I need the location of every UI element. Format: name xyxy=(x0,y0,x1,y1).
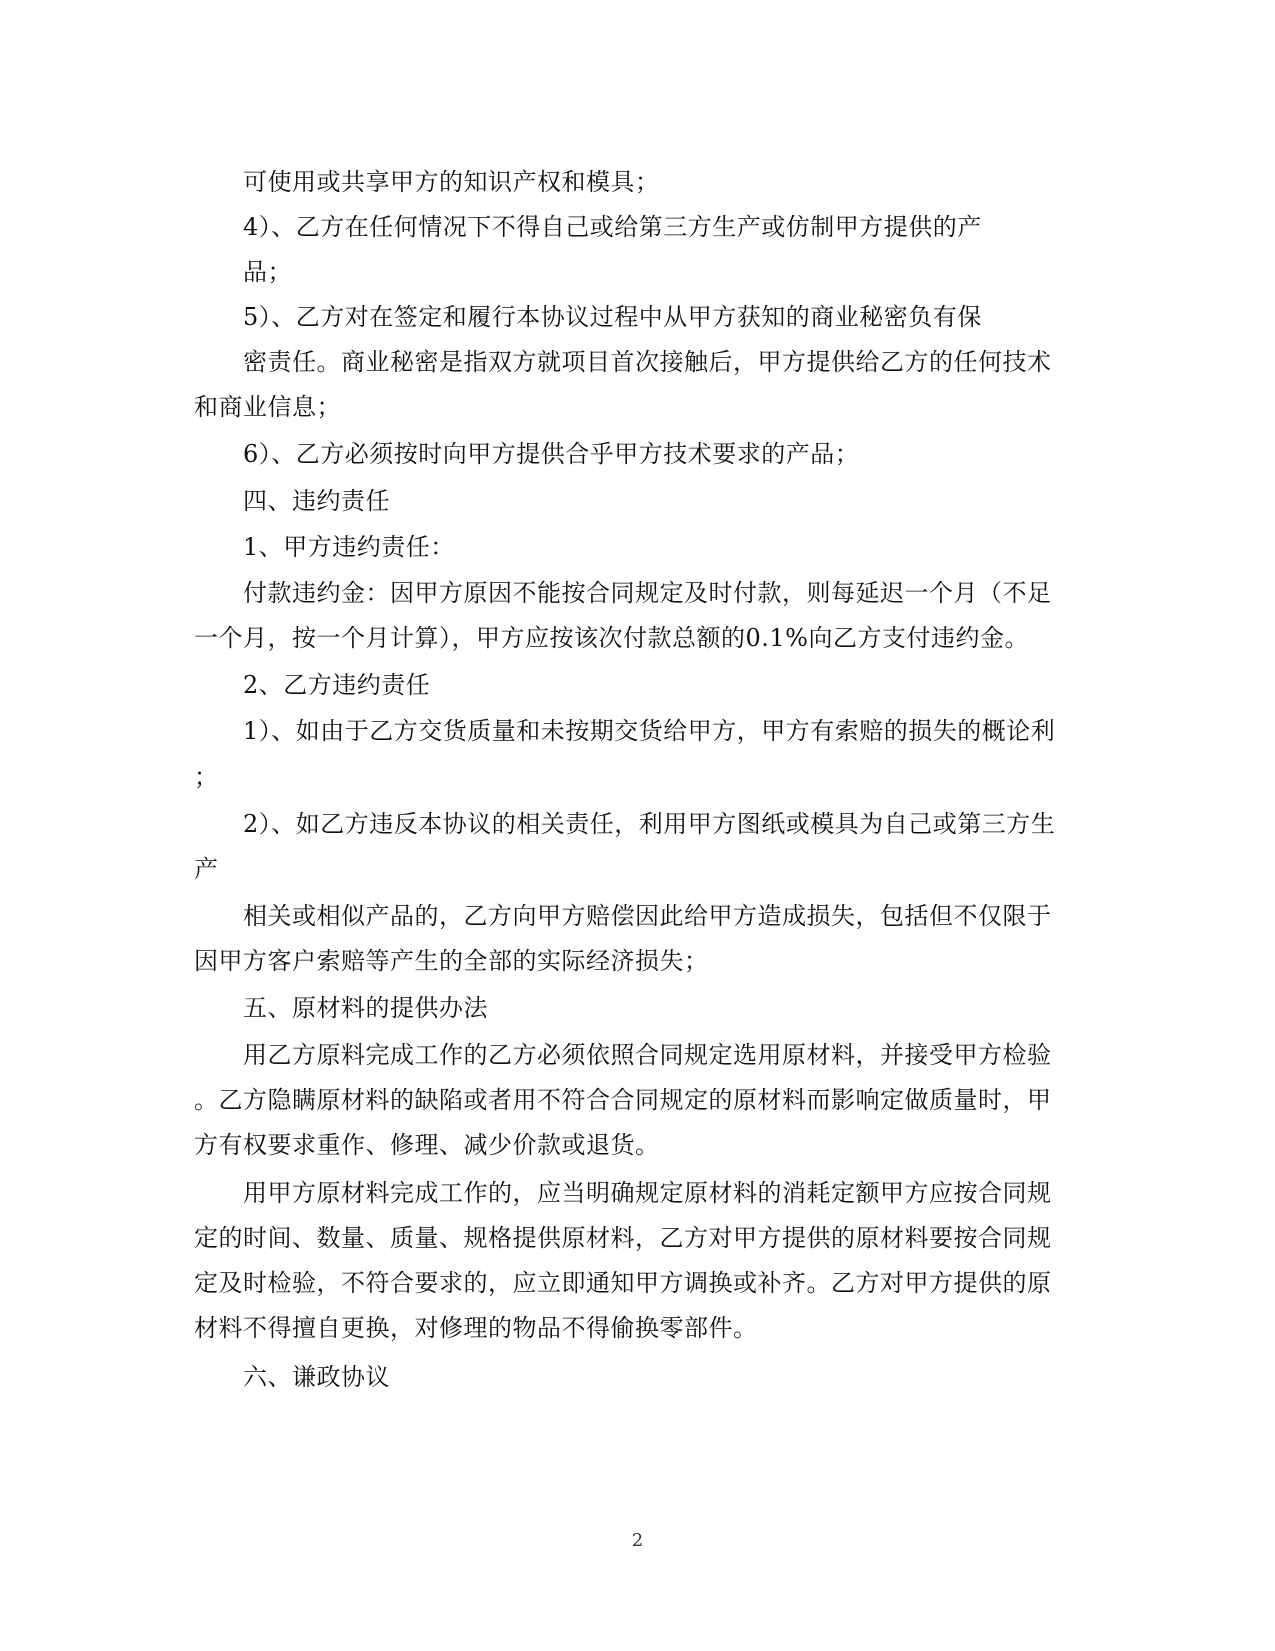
text-line: 相关或相似产品的，乙方向甲方赔偿因此给甲方造成损失，包括但不仅限于 xyxy=(243,902,1052,930)
section-heading: 四、违约责任 xyxy=(243,487,390,515)
text-line: 和商业信息； xyxy=(194,393,341,421)
text-line: 一个月，按一个月计算），甲方应按该次付款总额的0.1%向乙方支付违约金。 xyxy=(194,624,1029,652)
text-line: 付款违约金：因甲方原因不能按合同规定及时付款，则每延迟一个月（不足 xyxy=(243,579,1052,607)
text-line: ； xyxy=(194,763,219,791)
text-line: 用乙方原料完成工作的乙方必须依照合同规定选用原材料，并接受甲方检验 xyxy=(243,1041,1052,1069)
page-number: 2 xyxy=(631,1530,644,1551)
text-line: 因甲方客户索赔等产生的全部的实际经济损失； xyxy=(194,947,709,975)
text-line: 定及时检验，不符合要求的，应立即通知甲方调换或补齐。乙方对甲方提供的原 xyxy=(194,1269,1052,1297)
text-line: 6）、乙方必须按时向甲方提供合乎甲方技术要求的产品； xyxy=(243,440,860,468)
text-line: 产 xyxy=(194,855,219,883)
text-line: 方有权要求重作、修理、减少价款或退货。 xyxy=(194,1131,660,1159)
text-line: 用甲方原材料完成工作的，应当明确规定原材料的消耗定额甲方应按合同规 xyxy=(243,1179,1052,1207)
text-line: 材料不得擅自更换，对修理的物品不得偷换零部件。 xyxy=(194,1314,758,1342)
text-line: 可使用或共享甲方的知识产权和模具； xyxy=(243,168,660,196)
section-heading: 五、原材料的提供办法 xyxy=(243,994,488,1022)
text-line: 品； xyxy=(243,258,292,286)
text-line: 2）、如乙方违反本协议的相关责任，利用甲方图纸或模具为自己或第三方生 xyxy=(243,810,1056,838)
text-line: 密责任。商业秘密是指双方就项目首次接触后，甲方提供给乙方的任何技术 xyxy=(243,348,1052,376)
text-line: 。乙方隐瞒原材料的缺陷或者用不符合合同规定的原材料而影响定做质量时，甲 xyxy=(194,1086,1052,1114)
subsection-heading: 2、乙方违约责任 xyxy=(243,671,431,699)
text-line: 定的时间、数量、质量、规格提供原材料，乙方对甲方提供的原材料要按合同规 xyxy=(194,1224,1052,1252)
text-line: 5）、乙方对在签定和履行本协议过程中从甲方获知的商业秘密负有保 xyxy=(243,303,982,331)
section-heading: 六、谦政协议 xyxy=(243,1363,390,1391)
subsection-heading: 1、甲方违约责任： xyxy=(243,533,455,561)
text-line: 1）、如由于乙方交货质量和未按期交货给甲方，甲方有索赔的损失的概论利 xyxy=(243,717,1056,745)
text-line: 4）、乙方在任何情况下不得自己或给第三方生产或仿制甲方提供的产 xyxy=(243,213,982,241)
